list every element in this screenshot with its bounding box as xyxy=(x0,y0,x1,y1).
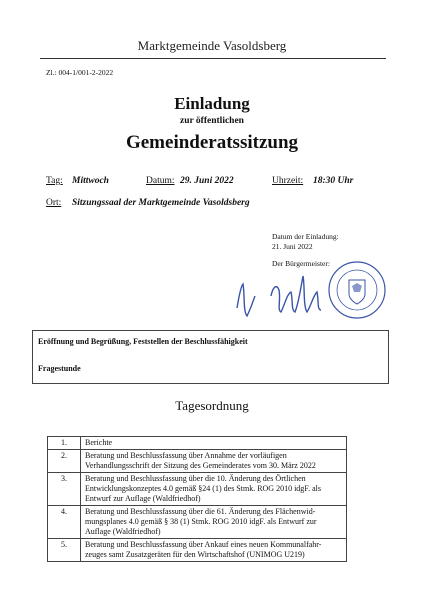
agenda-number: 2. xyxy=(48,450,81,473)
agenda-row xyxy=(48,437,347,450)
date-value: 29. Juni 2022 xyxy=(180,176,234,186)
agenda-text: Beratung und Beschlussfassung über die 61. Änderung des Flächenwid- mungsplanes 4.0 gemäß § 38 (1) Stmk. ROG 2010 idgF. als Entwurf zur Auflage (Waldfriedhof) xyxy=(81,506,347,539)
agenda-number: 4. xyxy=(48,506,81,539)
day-value: Mittwoch xyxy=(72,176,109,186)
agenda-number: 5. xyxy=(48,539,81,562)
agenda-row xyxy=(48,539,347,562)
opening-item: Eröffnung und Begrüßung, Feststellen der Beschlussfähigkeit xyxy=(38,337,248,346)
agenda-text: Beratung und Beschlussfassung über Ankauf eines neuen Kommunalfahr- zeuges samt Zusatzgeräten für den Wirtschaftshof (UNIMOG U219) xyxy=(81,539,347,562)
place-value: Sitzungssaal der Marktgemeinde Vasoldsberg xyxy=(72,198,250,208)
day-label: Tag: xyxy=(46,176,63,186)
time-label: Uhrzeit: xyxy=(272,176,304,186)
place-label: Ort: xyxy=(46,198,62,208)
invitation-date-value: 21. Juni 2022 xyxy=(272,242,313,251)
title-public: zur öffentlichen xyxy=(180,116,244,126)
agenda-row xyxy=(48,506,347,539)
header-divider xyxy=(40,58,386,59)
title-invitation: Einladung xyxy=(174,94,250,113)
signature-and-seal xyxy=(233,256,393,336)
agenda-text: Berichte xyxy=(81,437,347,450)
agenda-number: 3. xyxy=(48,473,81,506)
time-value: 18:30 Uhr xyxy=(313,176,354,186)
agenda-row xyxy=(48,473,347,506)
agenda-table xyxy=(47,436,347,562)
date-label: Datum: xyxy=(146,176,175,186)
reference-number: Zl.: 004-1/001-2-2022 xyxy=(46,68,114,77)
agenda-number: 1. xyxy=(48,437,81,450)
municipality-header: Marktgemeinde Vasoldsberg xyxy=(137,38,287,53)
invitation-date-label: Datum der Einladung: xyxy=(272,232,339,241)
mayor-label: Der Bürgermeister: xyxy=(272,259,330,268)
title-council-meeting: Gemeinderatssitzung xyxy=(125,132,299,153)
agenda-text: Beratung und Beschlussfassung über die 10. Änderung des Örtlichen Entwicklungskonzeptes 4.0 gemäß §24 (1) des Stmk. ROG 2010 idgF. als Entwurf zur Auflage (Waldfriedhof) xyxy=(81,473,347,506)
agenda-row xyxy=(48,450,347,473)
agenda-title: Tagesordnung xyxy=(175,398,249,413)
question-time-item: Fragestunde xyxy=(38,364,81,373)
agenda-text: Beratung und Beschlussfassung über Annahme der vorläufigen Verhandlungsschrift der Sitzung des Gemeinderates vom 30. März 2022 xyxy=(81,450,347,473)
